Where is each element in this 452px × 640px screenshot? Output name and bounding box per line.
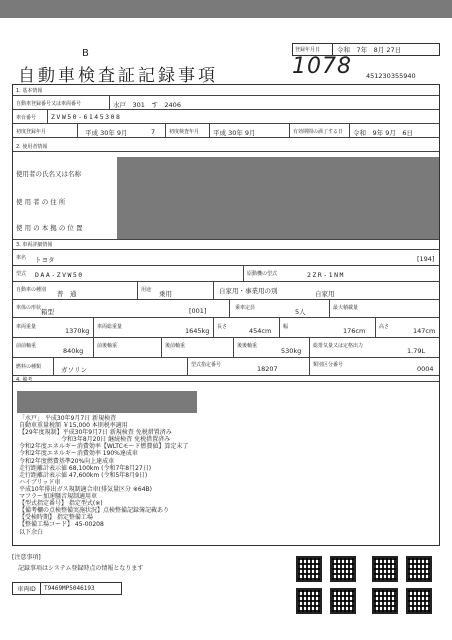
body-label: 車体の形状 <box>16 305 42 311</box>
capacity-label: 乗車定員 <box>235 305 256 311</box>
height-value: 147cm <box>413 327 436 335</box>
note-line: ハイブリッド車 <box>19 478 61 486</box>
note-line: 【受検時期】 指定整備工場 <box>19 514 93 522</box>
top-redaction-bar <box>0 0 452 18</box>
note-line: 【型式指定番号】 指定型式(※) <box>19 500 103 508</box>
chassis-label: 車台番号 <box>16 115 37 121</box>
model-label: 型式 <box>16 271 27 277</box>
type-number-label: 型式指定番号 <box>191 362 222 368</box>
front-front-axle-value: 840kg <box>63 347 84 355</box>
front-rear-axle-label: 前後軸重 <box>97 343 118 349</box>
section-notes-title: 4. 備考 <box>16 377 33 383</box>
gross-weight-value: 1645kg <box>185 327 210 335</box>
engine-value: 2ZR-1NM <box>307 271 345 279</box>
vehicle-id-label: 車両ID <box>13 583 41 594</box>
note-line: 令和2年度エネルギー消費効率【WLTCモード燃費値】算定未了 <box>19 443 189 451</box>
expiry-value: 令和 9年 9月 6日 <box>353 129 413 137</box>
note-line: 【備考欄の点検整備実施状況】点検整備記録簿記載あり <box>19 507 170 515</box>
private-label: 自家用・事業用の別 <box>219 287 278 295</box>
note-line: 平成10年排出ガス規制適合車(排気量区分 ※64B) <box>19 485 153 493</box>
max-load-label: 最大積載量 <box>333 305 359 311</box>
chassis-value: ZVW50-6145308 <box>51 113 122 121</box>
reg-number-value: 水戸 301 す 2406 <box>113 101 181 109</box>
note-line: 以下余白 <box>19 528 44 536</box>
first-reg-day: 7 <box>151 128 156 136</box>
gross-weight-label: 車両総重量 <box>97 324 123 330</box>
displacement-value: 1.79L <box>407 347 426 355</box>
note-line: 「水戸」 平成30年9月7日 新規検査 <box>19 415 117 422</box>
length-value: 454cm <box>249 327 272 335</box>
section-vehicle-title: 3. 車両詳細情報 <box>16 242 53 248</box>
displacement-label: 総排気量又は定格出力 <box>313 343 364 349</box>
fuel-label: 燃料の種類 <box>16 364 42 370</box>
note-line: 走行距離計表示値 68,100km (令和7年8月27日) <box>19 464 152 472</box>
vehicle-id-box <box>12 582 122 595</box>
qr-code <box>372 588 398 614</box>
first-reg-label: 初度登録年月 <box>16 129 47 135</box>
class-number-label: 類別区分番号 <box>313 362 344 368</box>
notice-title: [注意事項] <box>12 554 41 561</box>
class-number-value: 0004 <box>417 365 434 373</box>
qr-code <box>296 588 322 614</box>
serial-number: 451230355940 <box>366 72 416 80</box>
weight-label: 車両重量 <box>16 324 37 330</box>
user-name-label: 使用者の氏名又は名称 <box>16 170 81 178</box>
notice-text: 記録事項はシステム登録時点の情報となります <box>18 565 144 572</box>
rear-rear-axle-value: 530kg <box>281 347 302 355</box>
note-line: 自動車重量税額 ￥15,000 本則税率適用 <box>19 422 128 430</box>
section-user-title: 2. 使用者情報 <box>16 144 48 150</box>
notes-redaction <box>17 391 197 413</box>
notes-list <box>19 415 189 536</box>
qr-code <box>330 556 356 582</box>
record-sheet <box>12 84 440 546</box>
front-front-axle-label: 前前軸重 <box>16 343 37 349</box>
fuel-value: ガソリン <box>61 366 87 374</box>
width-value: 176cm <box>343 327 366 335</box>
height-label: 高さ <box>379 324 390 330</box>
note-line: 令和3年8月20日 継続検査 免税措置済み <box>19 436 171 444</box>
car-name-label: 車名 <box>16 255 27 261</box>
qr-code <box>372 556 398 582</box>
note-line: 令和2年度エネルギー消費効率 190%達成車 <box>19 450 138 458</box>
body-code: [001] <box>189 307 207 315</box>
width-label: 幅 <box>283 324 289 330</box>
use-value: 乗用 <box>159 290 172 298</box>
first-reg-value: 平成 30年 9月 <box>85 129 128 137</box>
type-number-value: 18207 <box>257 365 278 373</box>
kind-value: 普 通 <box>57 290 77 298</box>
note-line: 令和2年度燃費基準20%向上達成車 <box>19 457 115 465</box>
car-name-value: トヨタ <box>35 256 55 264</box>
kind-label: 自動車の種別 <box>16 287 47 293</box>
note-line: 【整備工場コード】 45-00208 <box>19 521 104 529</box>
engine-label: 原動機の型式 <box>247 271 278 277</box>
note-line: マフラー加速騒音規制適用車 <box>19 493 98 501</box>
expiry-label: 有効期間の満了する日 <box>293 129 344 135</box>
rear-front-axle-label: 後前軸重 <box>165 343 186 349</box>
length-label: 長さ <box>217 324 228 330</box>
b-mark: B <box>82 48 89 59</box>
vehicle-id-value: T9469MP5046193 <box>44 585 95 592</box>
weight-value: 1370kg <box>65 327 90 335</box>
base-location-label: 使 用 の 本 拠 の 位 置 <box>16 224 83 232</box>
issue-date-value: 令和 7年 8月 27日 <box>337 46 402 54</box>
user-redaction <box>117 157 439 239</box>
qr-code <box>406 588 432 614</box>
qr-code <box>330 588 356 614</box>
note-line: 【29年度規制】平成30年9月7日 新規検査 免税措置済み <box>19 429 172 437</box>
use-label: 用途 <box>141 287 152 293</box>
qr-code <box>406 556 432 582</box>
first-inspection-value: 平成 30年 9月 <box>213 129 256 137</box>
document-title: 自動車検査証記録事項 <box>18 66 218 86</box>
handwritten-number: 1078 <box>292 54 352 79</box>
model-value: DAA-ZVW50 <box>35 271 84 279</box>
reg-number-label: 自動車登録番号又は車両番号 <box>16 101 82 107</box>
private-value: 自家用 <box>315 290 335 298</box>
footer-notice <box>12 552 143 572</box>
note-line: 走行距離計表示値 47,600km (令和5年8月9日) <box>19 471 148 479</box>
first-inspection-label: 初度検査年月 <box>169 129 200 135</box>
user-address-label: 使 用 者 の 住 所 <box>16 198 66 206</box>
issue-date-label: 登録年月日 <box>293 44 333 55</box>
section-basic-title: 1. 基本情報 <box>16 88 43 94</box>
car-name-code: [194] <box>417 255 435 263</box>
qr-code <box>296 556 322 582</box>
rear-rear-axle-label: 後後軸重 <box>237 343 258 349</box>
capacity-value: 5人 <box>295 308 306 316</box>
body-value: 箱型 <box>41 308 54 316</box>
